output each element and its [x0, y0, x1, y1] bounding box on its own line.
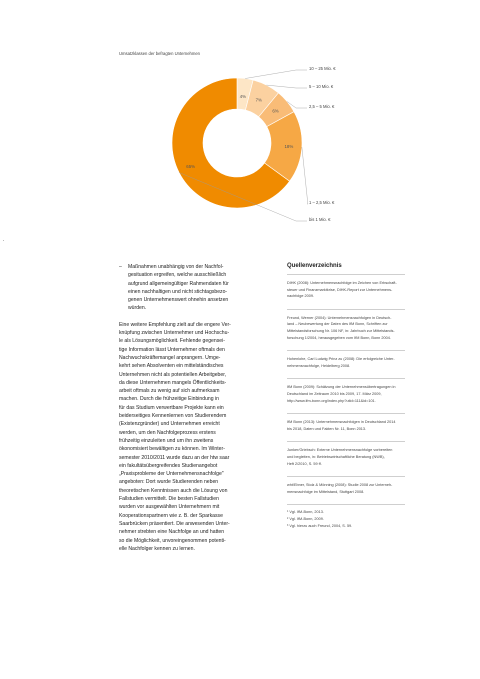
text-line: Maßnahmen unabhängig von der Nachfol- [128, 264, 224, 270]
body-text-left [119, 263, 279, 553]
slice-value-label: 7% [255, 97, 262, 103]
text-line: angeboten: Dort wurde Studierenden neben [119, 479, 219, 486]
text-line: nehmer strebten eine Nachfolge an und hatten [119, 529, 225, 536]
reference-entry [287, 356, 405, 369]
text-line: frühzeitig einzuleiten und um ihn zweitens [119, 437, 214, 444]
reference-divider [287, 378, 405, 379]
body-paragraph [119, 321, 279, 553]
reference-line: bis 2018, Daten und Fakten Nr. 11, Bonn 2013. [287, 426, 367, 431]
text-line: aufgrund allgemeingültiger Rahmendaten für [128, 280, 229, 287]
reference-line: Heft 2/2010, S. 59 ff. [287, 461, 322, 466]
reference-entry [287, 447, 405, 467]
reference-line: IfM Bonn (2013): Unternehmensnachfolgen in Deutschland 2014 [287, 420, 396, 425]
text-line: knüpfung zwischen Unternehmer und Hochschu- [119, 330, 230, 337]
text-line: beiderseitiges Kennenlernen von Studierendem [119, 413, 227, 420]
reference-divider [287, 413, 405, 414]
reference-divider [287, 441, 405, 442]
text-line: gesituation ergreifen, welche ausschließlich [128, 272, 227, 279]
reference-line: steuer und Finanzmarktkrise, DIHK-Report zur Unternehmens- [287, 287, 393, 292]
reference-entry [287, 482, 405, 495]
reference-divider [287, 274, 405, 275]
reference-line: land – Neubewertung der Daten des IfM Bonn, Schriften zur [287, 322, 388, 327]
text-line: Eine weitere Empfehlung zielt auf die engere Ver- [119, 321, 231, 328]
slice-value-label: 4% [239, 93, 247, 99]
text-line: Fallstudien vermittelt. Die besten Fallstudien [119, 496, 219, 503]
footnote-divider [287, 504, 405, 505]
slice-value-label: 6% [272, 108, 279, 114]
text-line: Unternehmen nicht als potentiellen Arbeitgeber, [119, 371, 227, 378]
reference-line: Junker/Griebsch: Externe Unternehmensnachfolge vorbereiten [287, 448, 393, 453]
reference-entry [287, 419, 405, 432]
bullet-dash: – [119, 264, 122, 270]
reference-divider [287, 309, 405, 310]
text-line: ein fakultätsübergreifendes Studienangebot [119, 462, 218, 469]
text-line: tige Information lässt Unternehmer oftmals den [119, 346, 225, 353]
text-line: Kooperationspartnern wie z. B. der Sparkasse [119, 512, 223, 519]
reference-line: forschung 1/2004, herausgegeben vom IfM Bonn, Bonn 2004. [287, 335, 391, 340]
reference-entry [287, 280, 405, 300]
text-line: da diese Unternehmen mangels Öffentlichkeits- [119, 379, 227, 386]
text-line: elle Nachfolger kennen zu lernen. [119, 545, 195, 552]
leader-line [267, 85, 307, 88]
legend-label: 10 – 25 Mio. € [309, 66, 336, 71]
reference-line: DIHK (2008): Unternehmensnachfolge im Zeichen von Erbschaft- [287, 281, 397, 285]
reference-entry [287, 384, 405, 404]
references-heading: Quellenverzeichnis [287, 263, 342, 269]
text-line: kehrt sehen Absolventen ein mittelständisches [119, 363, 224, 370]
text-line: ökonomisiert bewältigen zu können. Im Winter- [119, 446, 225, 453]
reference-entry [287, 315, 405, 341]
chart-title: Umsatzklassen der befragten Unternehmen [119, 51, 200, 56]
legend-label: 2,5 – 5 Mio. € [309, 104, 335, 109]
bullet-item [119, 263, 279, 313]
slice-value-label: 18% [284, 143, 294, 149]
reference-line: http://www.ifm-bonn.org/index.php?utid=111&id=101. [287, 398, 376, 403]
text-line: Saarbrücken präsentiert. Die anwesenden Unter- [119, 520, 230, 527]
text-line: „Praxisprobleme der Unternehmensnachfolge" [119, 471, 224, 478]
text-line: wurden vor ausgewählten Unternehmern mit [119, 504, 220, 511]
margin-mark [3, 240, 4, 241]
text-line: einen nachhaltigen und nicht stichtagsbezo- [128, 288, 228, 295]
reference-line: nachfolge 2009. [287, 294, 315, 299]
reference-divider [287, 476, 405, 477]
footnote: ² Vgl. IfM-Bonn, 2009. [287, 517, 324, 522]
leader-line [302, 147, 308, 204]
slice-value-label: 65% [186, 164, 196, 170]
leader-line [245, 70, 307, 79]
text-line: genen Unternehmenswert ohnehin ansetzen [128, 297, 229, 304]
text-line: werden, um den Nachfolgeprozess erstens [119, 429, 216, 436]
reference-line: und begleiten, in: Betriebswirtschaftliche Beratung (NWB), [287, 454, 385, 459]
text-line: für das Studium verwertbare Projekte kann ein [119, 404, 224, 411]
legend-label: 1 – 2,5 Mio. € [309, 200, 335, 205]
text-line: Nachwuchskräftemangel anprangern. Umge- [119, 354, 221, 361]
reference-line: wht/Ebner, Stolz & Mönning (2008): Studie 2008 zur Unterneh- [287, 483, 393, 488]
text-line: (Existenzgründer) und Unternehmen erreicht [119, 421, 220, 428]
text-line: so die Möglichkeit, unvoreingenommen potenti- [119, 537, 226, 544]
text-line: theoretischen Kenntnissen auch die Lösung von [119, 487, 228, 494]
references-column [287, 263, 405, 530]
reference-divider [287, 350, 405, 351]
legend-label: bis 1 Mio. € [309, 217, 331, 222]
reference-line: Hohenlohe, Carl Ludwig Prinz zu (2008): Die erfolgreiche Unter- [287, 357, 395, 362]
text-line: machen. Durch die frühzeitige Einbindung in [119, 396, 219, 403]
reference-line: mensnachfolge im Mittelstand, Stuttgart 2008. [287, 489, 365, 494]
bullet-text [128, 263, 279, 313]
reference-line: Deutschland im Zeitraum 2010 bis 2009, 17. März 2009, [287, 391, 382, 396]
reference-line: nehmensnachfolge, Heidelberg 2008. [287, 363, 351, 368]
text-line: arbeit oftmals zu wenig auf sich aufmerksam [119, 388, 220, 395]
text-line: würden. [128, 305, 147, 312]
legend-label: 5 – 10 Mio. € [309, 84, 334, 89]
footnote: ¹ Vgl. IfM-Bonn, 2013. [287, 510, 324, 515]
text-line: semester 2010/2011 wurde dazu an der htw saar [119, 454, 230, 461]
reference-line: Mittelstandsforschung Nr. 106 NF, in: Jahrbuch zur Mittelstands- [287, 328, 395, 333]
reference-line: IfM Bonn (2009): Schätzung der Unternehmensübertragungen in [287, 385, 396, 390]
text-line: le als Lösungsmöglichkeit. Fehlende gegensei- [119, 338, 225, 345]
footnote: ³ Vgl. hierzu auch Freund, 2004, S. 59. [287, 523, 353, 528]
reference-line: Freund, Werner (2004): Unternehmensnachfolgen in Deutsch- [287, 315, 392, 320]
